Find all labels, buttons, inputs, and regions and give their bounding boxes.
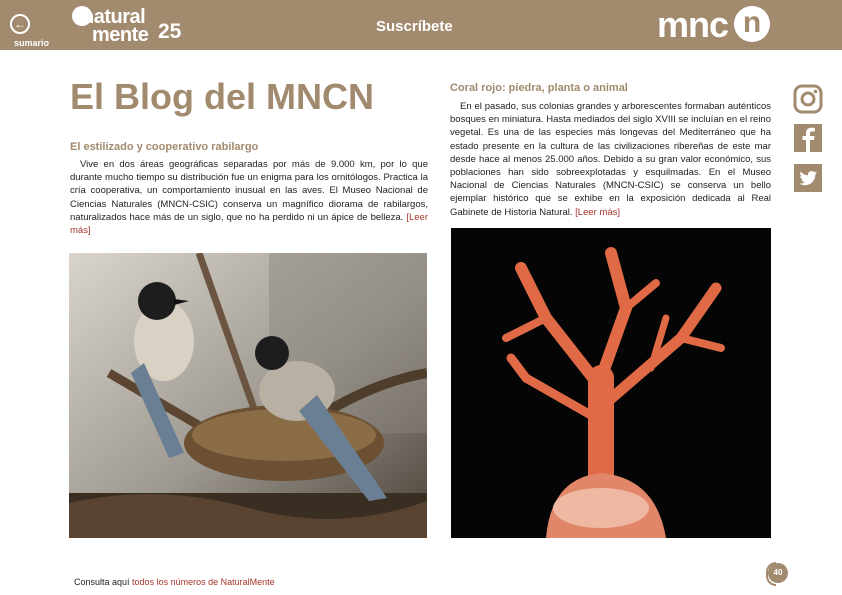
article-left-heading: El estilizado y cooperativo rabilargo: [70, 141, 259, 153]
read-more-link-right[interactable]: [Leer más]: [575, 206, 621, 218]
article-right-text: En el pasado, sus colonias grandes y arborescentes formaban auténticos bosques en miniatura. Hasta mediados del siglo XVIII se incluían en el reino vegetal. Es una de las especies más longevas del Mediterráneo que ha estado presente en la cultura de las civilizaciones ribereñas de este mar desde hace al menos 25.000 años. Debido a su gran valor económico, sus poblaciones han sido sobreexplotadas y esquilmadas. En el Museo Nacional de Ciencias Naturales (MNCN-CSIC) se conserva un bello ejemplar histórico que se exhibe en la exposición dedicada al Real Gabinete de Historia Natural.: [450, 101, 771, 218]
issue-number: 25: [158, 20, 182, 43]
footer-text: [74, 577, 275, 587]
back-arrow-icon[interactable]: ←: [10, 14, 30, 34]
page-number: 40: [768, 563, 788, 583]
article-left-text: Vive en dos áreas geográficas separadas por más de 9.000 km, por lo que durante mucho tiempo su distribución fue un enigma para los ornitólogos. Practica la cría cooperativa, un comportamiento inusual en las aves. El Museo Nacional de Ciencias Naturales (MNCN-CSIC) conserva un magnífico diorama de rabilargos, naturalizados hace más de un siglo, que no ha perdido ni un ápice de belleza.: [70, 159, 428, 223]
subscribe-link[interactable]: Suscríbete: [376, 18, 453, 35]
article-left-body: [70, 158, 428, 237]
page-title: El Blog del MNCN: [70, 76, 374, 117]
brand-logo[interactable]: mnc: [657, 4, 729, 45]
birds-diorama-image: [69, 253, 427, 538]
red-coral-image: [451, 228, 771, 538]
logo-word-natural[interactable]: natural: [82, 6, 146, 28]
facebook-icon[interactable]: [793, 123, 823, 153]
footer-prefix: Consulta aquí: [74, 577, 133, 587]
logo-word-mente[interactable]: mente: [92, 24, 149, 46]
article-right-heading: Coral rojo: piedra, planta o animal: [450, 82, 628, 94]
article-right-body: [450, 100, 771, 219]
header-bar: [0, 0, 842, 50]
brand-logo-circle[interactable]: n: [734, 6, 770, 42]
twitter-icon[interactable]: [793, 163, 823, 193]
summary-link[interactable]: sumario: [14, 38, 50, 48]
all-issues-link[interactable]: todos los números de NaturalMente: [132, 577, 275, 587]
read-more-link-left[interactable]: [Leer más]: [70, 211, 428, 237]
instagram-icon[interactable]: [793, 84, 823, 114]
